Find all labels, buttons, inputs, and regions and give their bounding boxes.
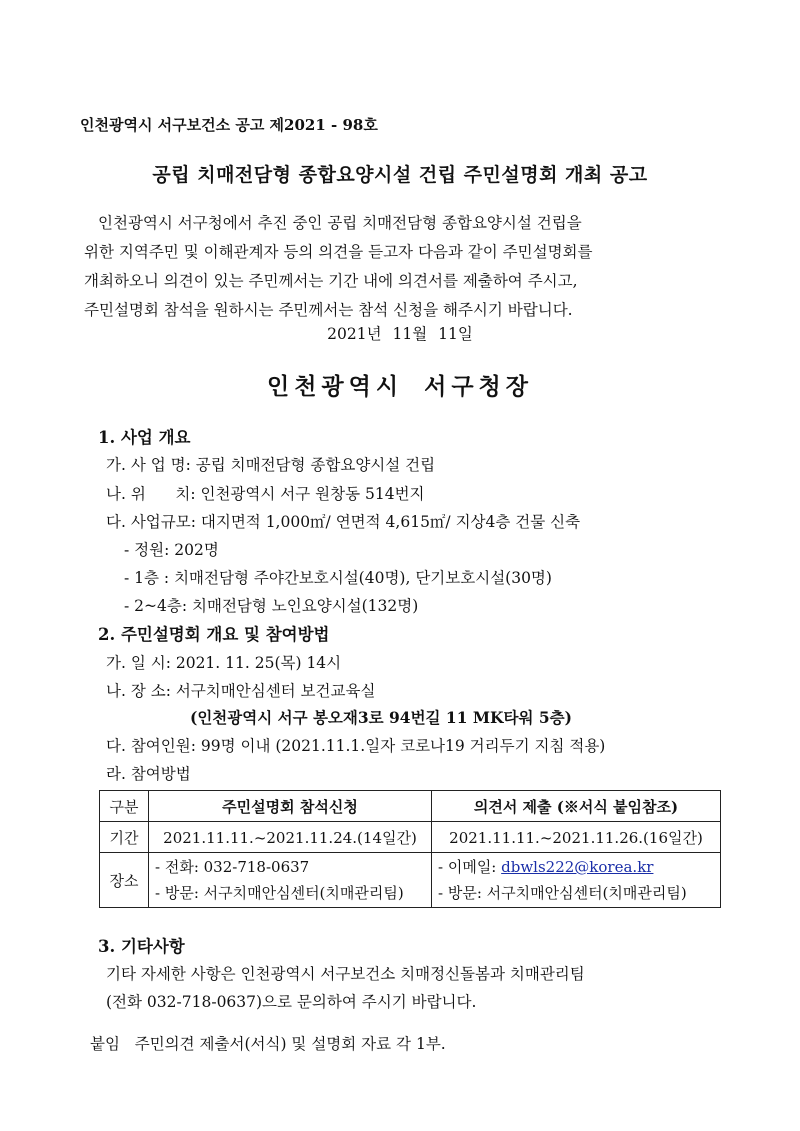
table-header: 주민설명회 참석신청 <box>149 791 432 822</box>
table-cell-label: 기간 <box>100 822 149 853</box>
section-1-subitem-floor-2-4: - 2~4층: 치매전담형 노인요양시설(132명) <box>124 597 419 615</box>
email-link[interactable]: dbwls222@korea.kr <box>501 858 654 876</box>
intro-line: 인천광역시 서구청에서 추진 중인 공립 치매전담형 종합요양시설 건립을 <box>98 214 582 232</box>
table-header: 구분 <box>100 791 149 822</box>
table-cell: 2021.11.11.~2021.11.26.(16일간) <box>432 822 721 853</box>
section-1-subitem-capacity: - 정원: 202명 <box>124 541 219 559</box>
opinion-email-line <box>438 854 714 880</box>
intro-line: 주민설명회 참석을 원하시는 주민께서는 참석 신청을 해주시기 바랍니다. <box>84 301 573 319</box>
intro-line: 위한 지역주민 및 이해관계자 등의 의견을 듣고자 다음과 같이 주민설명회를 <box>84 243 593 261</box>
attachment-note: 붙임 주민의견 제출서(서식) 및 설명회 자료 각 1부. <box>90 1035 446 1053</box>
section-3-heading: 3. 기타사항 <box>98 937 185 956</box>
section-2-heading: 2. 주민설명회 개요 및 참여방법 <box>98 625 330 644</box>
notice-number: 인천광역시 서구보건소 공고 제2021 - 98호 <box>80 116 378 134</box>
section-1-item-project-name: 가. 사 업 명: 공립 치매전담형 종합요양시설 건립 <box>106 456 436 474</box>
table-header: 의견서 제출 (※서식 붙임참조) <box>432 791 721 822</box>
page-title: 공립 치매전담형 종합요양시설 건립 주민설명회 개최 공고 <box>152 164 648 186</box>
table-row <box>100 822 721 853</box>
table-cell-label: 장소 <box>100 853 149 908</box>
table-cell <box>149 853 432 908</box>
section-2-address: (인천광역시 서구 봉오재3로 94번길 11 MK타워 5층) <box>190 708 572 727</box>
section-2-item-place: 나. 장 소: 서구치매안심센터 보건교육실 <box>106 682 376 700</box>
intro-line: 개최하오니 의견이 있는 주민께서는 기간 내에 의견서를 제출하여 주시고, <box>84 272 578 290</box>
attend-visit: - 방문: 서구치매안심센터(치매관리팀) <box>155 884 404 902</box>
notice-date: 2021년 11월 11일 <box>327 325 473 343</box>
section-3-line: 기타 자세한 사항은 인천광역시 서구보건소 치매정신돌봄과 치매관리팀 <box>106 965 585 983</box>
opinion-visit: - 방문: 서구치매안심센터(치매관리팀) <box>438 884 687 902</box>
issuer: 인천광역시 서구청장 <box>267 373 533 400</box>
opinion-email-label: - 이메일: <box>438 858 502 876</box>
table-cell <box>432 853 721 908</box>
intro-paragraph <box>84 209 724 325</box>
section-1-subitem-floor-1: - 1층 : 치매전담형 주야간보호시설(40명), 단기보호시설(30명) <box>124 569 552 587</box>
table-row <box>100 853 721 908</box>
section-1-item-scale: 다. 사업규모: 대지면적 1,000㎡/ 연면적 4,615㎡/ 지상4층 건물 신축 <box>106 513 581 531</box>
table-cell: 2021.11.11.~2021.11.24.(14일간) <box>149 822 432 853</box>
section-1-heading: 1. 사업 개요 <box>98 428 191 447</box>
table-header-row <box>100 791 721 822</box>
section-2-item-datetime: 가. 일 시: 2021. 11. 25(목) 14시 <box>106 654 342 672</box>
participation-table <box>99 790 721 908</box>
attend-phone: - 전화: 032-718-0637 <box>155 858 310 876</box>
section-3-line: (전화 032-718-0637)으로 문의하여 주시기 바랍니다. <box>106 993 477 1011</box>
section-2-item-attendees: 다. 참여인원: 99명 이내 (2021.11.1.일자 코로나19 거리두기 지침 적용) <box>106 737 606 755</box>
section-2-item-method: 라. 참여방법 <box>106 765 191 783</box>
section-1-item-location: 나. 위 치: 인천광역시 서구 원창동 514번지 <box>106 485 425 503</box>
